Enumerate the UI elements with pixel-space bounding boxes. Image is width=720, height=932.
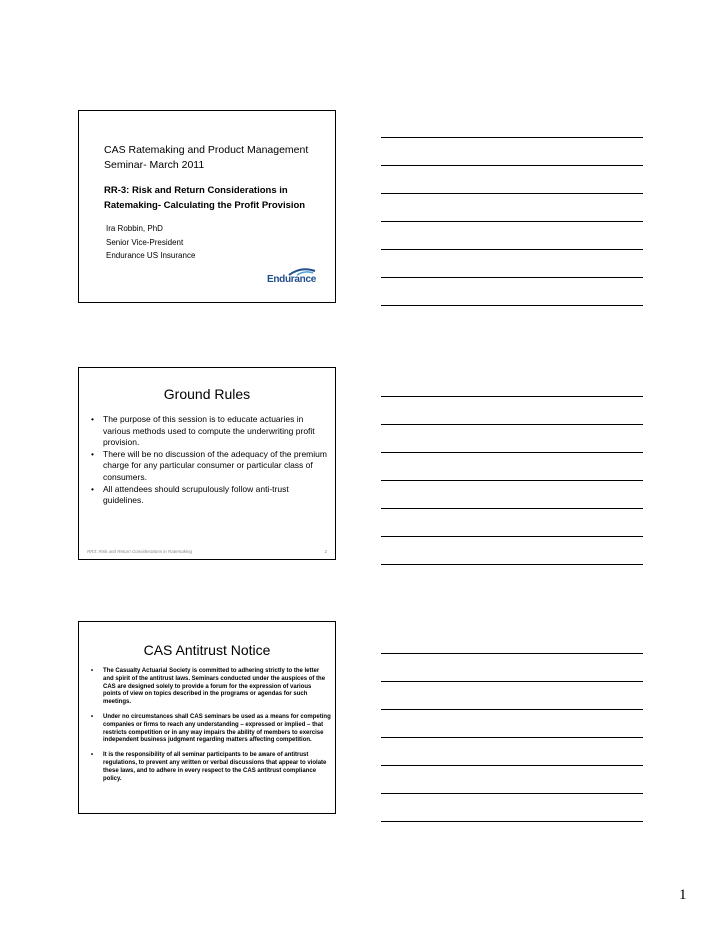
author-company: Endurance US Insurance bbox=[106, 251, 196, 260]
note-line bbox=[381, 396, 643, 397]
note-line bbox=[381, 221, 643, 222]
note-line bbox=[381, 137, 643, 138]
slide-number: 2 bbox=[324, 549, 327, 554]
note-line bbox=[381, 737, 643, 738]
note-line bbox=[381, 480, 643, 481]
logo-text: Endurance bbox=[267, 274, 316, 285]
slide-2-bullets bbox=[91, 414, 331, 507]
bullet-item: • It is the responsibility of all seminar participants to be aware of antitrust regulations, to prevent any written or verbal discussions that appear to violate these laws, and to adhere in every respect to the CAS antitrust compliance policy. bbox=[91, 752, 331, 783]
endurance-logo bbox=[267, 268, 323, 288]
note-line bbox=[381, 277, 643, 278]
slide-2 bbox=[78, 367, 336, 560]
slide-2-title: Ground Rules bbox=[163, 386, 251, 402]
slide-footer: RR3: Risk and Return Considerations in Ratemaking bbox=[87, 549, 193, 554]
bullet-item: • Under no circumstances shall CAS seminars be used as a means for competing companies or firms to reach any understanding – expressed or implied – that restricts competition or in any way impairs the ability of members to exercise independent business judgment regarding matters affecting competition. bbox=[91, 714, 331, 745]
note-line bbox=[381, 452, 643, 453]
author-name: Ira Robbin, PhD bbox=[106, 224, 163, 233]
slide-3 bbox=[78, 621, 336, 814]
slide-1-author-block bbox=[106, 222, 195, 263]
author-role: Senior Vice-President bbox=[106, 237, 184, 247]
note-line bbox=[381, 653, 643, 654]
note-line bbox=[381, 424, 643, 425]
slide-1-title: CAS Ratemaking and Product Management Seminar- March 2011 bbox=[104, 144, 309, 171]
bullet-item: • The purpose of this session is to educate actuaries in various methods used to compute the underwriting profit provision. bbox=[91, 414, 331, 449]
note-line bbox=[381, 508, 643, 509]
slide-1 bbox=[78, 110, 336, 303]
note-line bbox=[381, 165, 643, 166]
slide-1-subtitle: RR-3: Risk and Return Considerations in Ratemaking- Calculating the Profit Provision bbox=[104, 185, 306, 211]
slide-3-bullets bbox=[91, 668, 331, 790]
note-line bbox=[381, 305, 643, 306]
note-line bbox=[381, 709, 643, 710]
bullet-item: • All attendees should scrupulously follow anti-trust guidelines. bbox=[91, 484, 331, 507]
note-line bbox=[381, 193, 643, 194]
page-number: 1 bbox=[679, 887, 687, 903]
note-line bbox=[381, 821, 643, 822]
note-line bbox=[381, 536, 643, 537]
note-line bbox=[381, 681, 643, 682]
slide-3-title: CAS Antitrust Notice bbox=[143, 642, 271, 658]
bullet-item: • There will be no discussion of the adequacy of the premium charge for any particular consumer or particular class of consumers. bbox=[91, 449, 331, 484]
note-line bbox=[381, 793, 643, 794]
bullet-item: • The Casualty Actuarial Society is committed to adhering strictly to the letter and spirit of the antitrust laws. Seminars conducted under the auspices of the CAS are designed solely to provide a forum for the expression of various points of view on topics described in the programs or agendas for such meetings. bbox=[91, 668, 331, 707]
note-line bbox=[381, 249, 643, 250]
note-line bbox=[381, 564, 643, 565]
note-line bbox=[381, 765, 643, 766]
